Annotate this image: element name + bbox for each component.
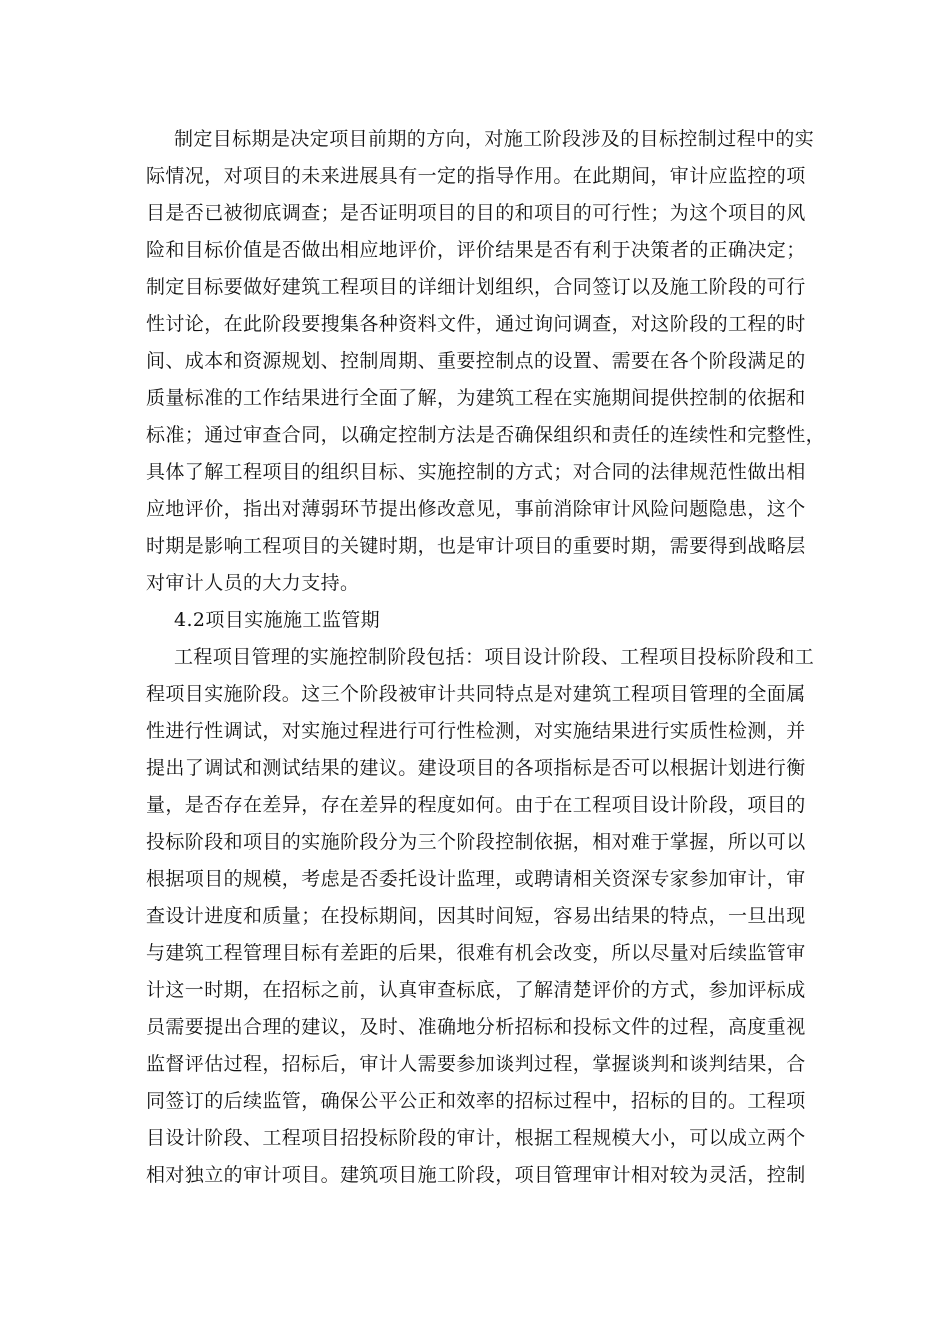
- paragraph-line: 员需要提出合理的建议，及时、准确地分析招标和投标文件的过程，高度重视: [146, 1016, 806, 1038]
- paragraph-line: 间、成本和资源规划、控制周期、重要控制点的设置、需要在各个阶段满足的: [146, 350, 806, 372]
- paragraph-line: 与建筑工程管理目标有差距的后果，很难有机会改变，所以尽量对后续监管审: [146, 942, 806, 964]
- paragraph-line: 险和目标价值是否做出相应地评价，评价结果是否有利于决策者的正确决定；: [146, 239, 806, 261]
- paragraph-line: 应地评价，指出对薄弱环节提出修改意见，事前消除审计风险问题隐患，这个: [146, 498, 806, 520]
- paragraph-line: 提出了调试和测试结果的建议。建设项目的各项指标是否可以根据计划进行衡: [146, 757, 806, 779]
- paragraph-line: 制定目标要做好建筑工程项目的详细计划组织，合同签订以及施工阶段的可行: [146, 276, 806, 298]
- document-body: [146, 121, 826, 1194]
- paragraph-line: 程项目实施阶段。这三个阶段被审计共同特点是对建筑工程项目管理的全面属: [146, 683, 806, 705]
- paragraph-line: 相对独立的审计项目。建筑项目施工阶段，项目管理审计相对较为灵活，控制: [146, 1164, 806, 1186]
- paragraph-line: 对审计人员的大力支持。: [146, 572, 360, 594]
- paragraph-line: 具体了解工程项目的组织目标、实施控制的方式；对合同的法律规范性做出相: [146, 461, 806, 483]
- paragraph-implementation-period: [146, 639, 815, 1194]
- paragraph-line: 根据项目的规模，考虑是否委托设计监理，或聘请相关资深专家参加审计，审: [146, 868, 806, 890]
- paragraph-line: 目设计阶段、工程项目招投标阶段的审计，根据工程规模大小，可以成立两个: [146, 1127, 806, 1149]
- paragraph-line: 性进行性调试，对实施过程进行可行性检测，对实施结果进行实质性检测，并: [146, 720, 806, 742]
- section-heading: 4.2项目实施施工监管期: [174, 609, 381, 631]
- paragraph-line: 计这一时期，在招标之前，认真审查标底，了解清楚评价的方式，参加评标成: [146, 979, 806, 1001]
- paragraph-line: 工程项目管理的实施控制阶段包括：项目设计阶段、工程项目投标阶段和工: [174, 646, 815, 668]
- paragraph-line: 查设计进度和质量；在投标期间，因其时间短，容易出结果的特点，一旦出现: [146, 905, 806, 927]
- paragraph-line: 际情况，对项目的未来进展具有一定的指导作用。在此期间，审计应监控的项: [146, 165, 806, 187]
- paragraph-target-period: [146, 121, 826, 602]
- paragraph-line: 同签订的后续监管，确保公平公正和效率的招标过程中，招标的目的。工程项: [146, 1090, 806, 1112]
- paragraph-line: 投标阶段和项目的实施阶段分为三个阶段控制依据，相对难于掌握，所以可以: [146, 831, 806, 853]
- paragraph-line: 标准；通过审查合同，以确定控制方法是否确保组织和责任的连续性和完整性，: [146, 424, 826, 446]
- paragraph-line: 性讨论，在此阶段要搜集各种资料文件，通过询问调查，对这阶段的工程的时: [146, 313, 806, 335]
- paragraph-line: 量，是否存在差异，存在差异的程度如何。由于在工程项目设计阶段，项目的: [146, 794, 806, 816]
- paragraph-line: 监督评估过程，招标后，审计人需要参加谈判过程，掌握谈判和谈判结果，合: [146, 1053, 806, 1075]
- paragraph-line: 质量标准的工作结果进行全面了解，为建筑工程在实施期间提供控制的依据和: [146, 387, 806, 409]
- paragraph-line: 目是否已被彻底调查；是否证明项目的目的和项目的可行性；为这个项目的风: [146, 202, 806, 224]
- paragraph-line: 时期是影响工程项目的关键时期，也是审计项目的重要时期，需要得到战略层: [146, 535, 806, 557]
- paragraph-line: 制定目标期是决定项目前期的方向，对施工阶段涉及的目标控制过程中的实: [174, 128, 815, 150]
